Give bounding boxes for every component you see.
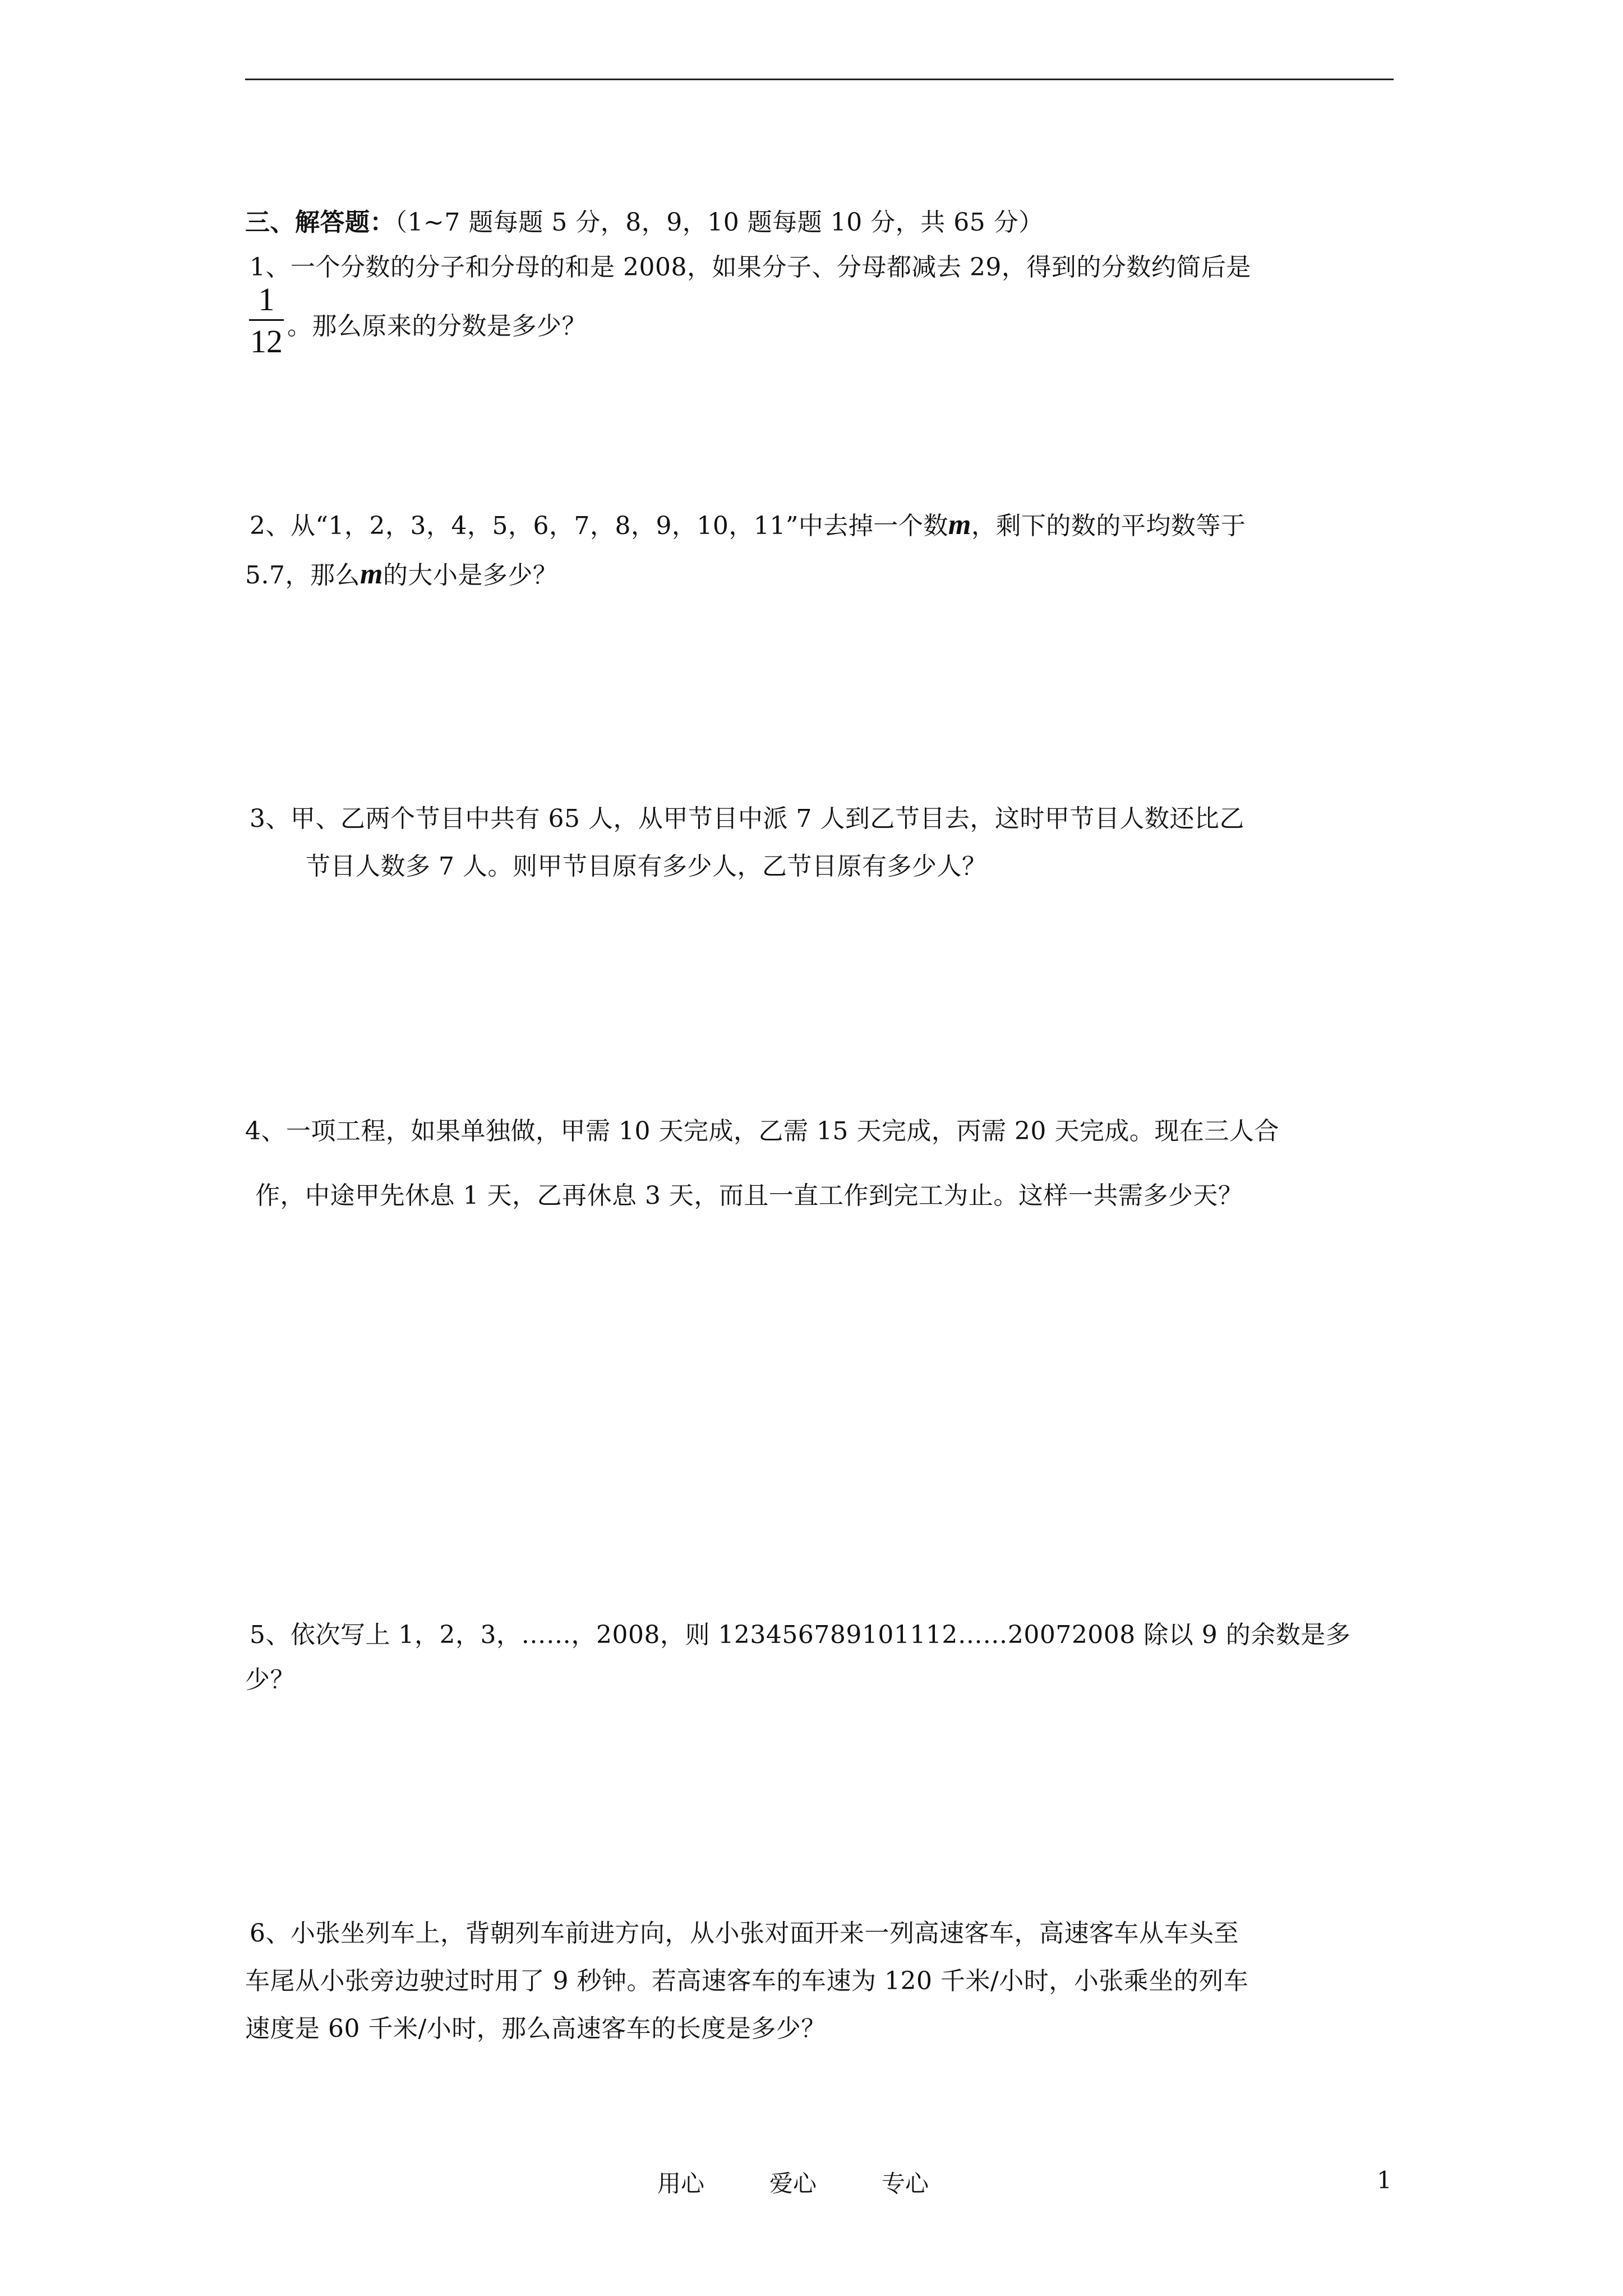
q6-line-3: 速度是 60 千米/小时，那么高速客车的长度是多少？ <box>245 2014 826 2043</box>
q3-line-2: 节目人数多 7 人。则甲节目原有多少人，乙节目原有多少人？ <box>306 852 987 881</box>
section-heading-note: （1~7 题每题 5 分，8，9，10 题每题 10 分，共 65 分） <box>395 208 1044 237</box>
section-heading <box>245 210 1044 235</box>
q5-line-2: 少？ <box>245 1665 295 1694</box>
q6-line-1: 6、小张坐列车上，背朝列车前进方向，从小张对面开来一列高速客车，高速客车从车头至 <box>250 1919 1239 1948</box>
q5-line-1: 5、依次写上 1，2，3，……，2008，则 123456789101112……20072008 除以 9 的余数是多 <box>250 1621 1351 1649</box>
q4-line-1: 4、一项工程，如果单独做，甲需 10 天完成，乙需 15 天完成，丙需 20 天完成。现在三人合 <box>245 1117 1279 1145</box>
page-number: 1 <box>1377 2166 1392 2194</box>
q2-line-2-end: 的大小是多少？ <box>382 561 558 590</box>
q2-variable-m: m <box>948 509 971 541</box>
footer-motto-1: 用心 <box>657 2170 705 2197</box>
q2-line-1-end: ，剩下的数的平均数等于 <box>971 512 1246 540</box>
footer-motto-3: 专心 <box>882 2170 929 2197</box>
header-rule <box>245 79 1394 80</box>
q2-line-2 <box>245 560 557 589</box>
footer-motto-2: 爱心 <box>769 2170 817 2197</box>
q1-fraction-numerator: 1 <box>258 281 275 318</box>
q4-line-2: 作，中途甲先休息 1 天，乙再休息 3 天，而且一直工作到完工为止。这样一共需多少天？ <box>255 1181 1243 1210</box>
section-heading-label: 三、解答题： <box>245 208 395 237</box>
q2-line-1 <box>250 510 1246 540</box>
q6-line-2: 车尾从小张旁边驶过时用了 9 秒钟。若高速客车的车速为 120 千米/小时，小张乘坐的列车 <box>245 1967 1249 1995</box>
q3-line-1: 3、甲、乙两个节目中共有 65 人，从甲节目中派 7 人到乙节目去，这时甲节目人数还比乙 <box>250 804 1244 833</box>
q1-fraction <box>247 283 286 358</box>
q2-variable-m-2: m <box>359 558 383 590</box>
q1-line-2: 。那么原来的分数是多少？ <box>287 312 587 341</box>
q1-fraction-denominator: 12 <box>250 323 283 360</box>
q2-line-1-start: 2、从“1，2，3，4，5，6，7，8，9，10，11”中去掉一个数 <box>250 512 948 540</box>
q2-line-2-start: 5.7，那么 <box>245 561 360 590</box>
q1-line-1: 1、一个分数的分子和分母的和是 2008，如果分子、分母都减去 29，得到的分数约简后是 <box>250 253 1251 282</box>
